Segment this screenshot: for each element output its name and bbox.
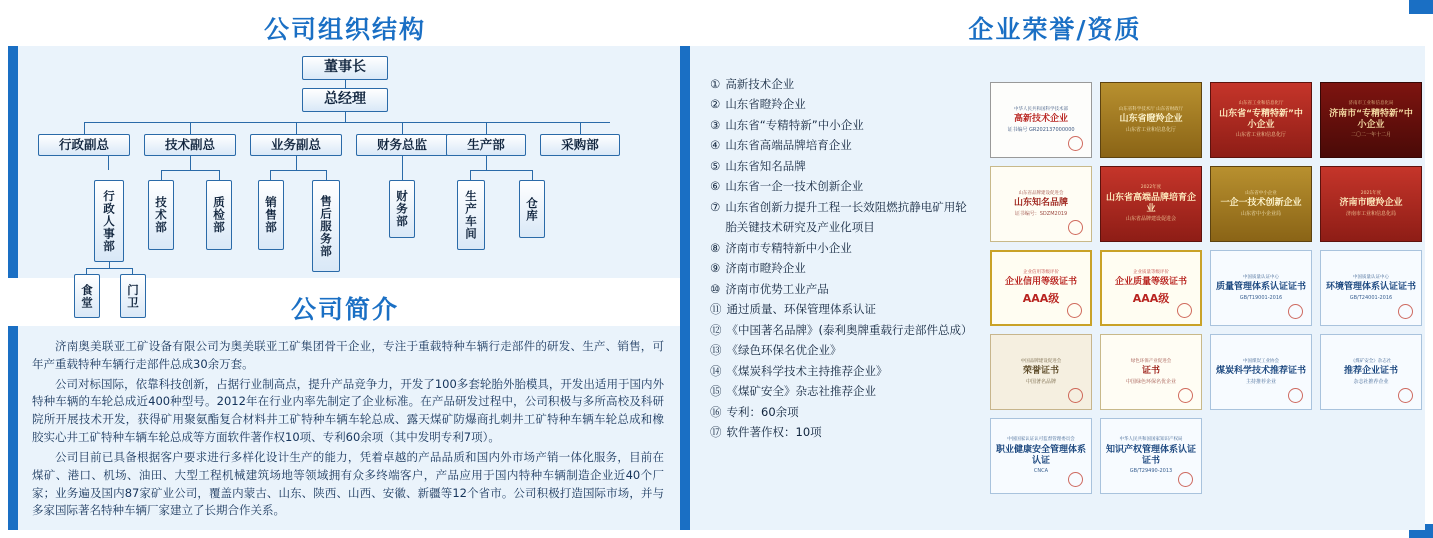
certificate-title: 高新技术企业 <box>1013 114 1068 125</box>
org-node-warehouse: 仓库 <box>519 180 545 238</box>
certificate-content <box>1325 171 1417 237</box>
certificate-grade: AAA级 <box>1022 292 1060 306</box>
certificate-subtitle: 主持推荐企业 <box>1245 379 1276 386</box>
honor-item <box>710 340 975 360</box>
certificate-title: 山东省“专精特新”中小企业 <box>1219 108 1303 130</box>
connector <box>486 122 487 134</box>
certificate-thumbnail <box>1320 334 1422 410</box>
org-node-workshop: 生产车间 <box>457 180 485 250</box>
honor-item <box>710 402 975 422</box>
org-node-chairman: 董事长 <box>302 56 388 80</box>
honor-item-number: ⑯ <box>710 404 722 419</box>
certificate-title: 企业信用等级证书 <box>1004 277 1077 288</box>
certificate-thumbnail <box>1100 418 1202 494</box>
certificate-title: 质量管理体系认证证书 <box>1215 282 1306 293</box>
honor-item-label: 软件著作权：10项 <box>726 424 822 439</box>
certificate-thumbnail <box>1100 82 1202 158</box>
connector <box>108 156 109 170</box>
org-node-canteen: 食堂 <box>74 274 100 318</box>
honor-item-number: ⑬ <box>710 343 722 358</box>
honor-item-number: ④ <box>710 138 721 153</box>
official-seal-icon <box>1067 303 1082 318</box>
certificate-thumbnail <box>990 82 1092 158</box>
certificate-title: 知识产权管理体系认证证书 <box>1105 444 1196 466</box>
certificate-subtitle: 中国著名品牌 <box>1025 379 1056 386</box>
honor-item <box>710 258 975 278</box>
honor-item-label: 通过质量、环保管理体系认证 <box>726 302 876 317</box>
certificate-issuer: 中国国家认证认可监督管理委员会 <box>1007 437 1075 443</box>
intro-paragraph-2: 公司对标国际，依靠科技创新，占据行业制高点，提升产品竞争力，开发了100多套轮胎外胎模具，开发出适用于国内外特种车辆的车轮总成近400种型号。2012年在行业内率先制定了企业标准。在产品研发过程中，公司积极与多所高校及科研院所开展技术开发，获得矿用聚氨酯复合材料井工矿特种车辆车轮总成、露天煤矿防爆商扎刺井工矿特种车辆车轮总成和橡胶实心井工矿特种车辆车轮总成等方面软件著作权10项、专利60余项（其中发明专利7项）。 <box>32 376 664 445</box>
connector <box>219 170 220 180</box>
official-seal-icon <box>1178 388 1193 403</box>
honor-item-label: 《煤炭科学技术主持推荐企业》 <box>726 363 888 378</box>
honor-item <box>710 299 975 319</box>
honor-item <box>710 94 975 114</box>
certificate-issuer: 中华人民共和国国家知识产权局 <box>1119 437 1183 443</box>
honor-item <box>710 422 975 442</box>
honor-item <box>710 320 975 340</box>
certificate-issuer: 中华人民共和国科学技术部 <box>1014 106 1068 112</box>
honor-item-number: ⑮ <box>710 384 722 399</box>
honors-panel <box>680 46 1425 530</box>
connector <box>486 156 487 170</box>
connector <box>296 122 297 134</box>
certificate-content <box>1105 171 1197 237</box>
certificate-title: 济南市瞪羚企业 <box>1339 198 1403 209</box>
certificate-subtitle: 山东省工业和信息化厅 <box>1125 127 1176 134</box>
certificate-title: 环境管理体系认证证书 <box>1325 282 1416 293</box>
honor-item-label: 《绿色环保名优企业》 <box>726 343 842 358</box>
official-seal-icon <box>1068 472 1083 487</box>
org-node-general-manager: 总经理 <box>302 88 388 112</box>
certificate-issuer: 山东省科学技术厅 山东省财政厅 <box>1118 106 1184 112</box>
connector <box>84 122 85 134</box>
certificate-issuer: 中国质量认证中心 <box>1353 274 1389 280</box>
honor-item <box>710 115 975 135</box>
certificate-thumbnail <box>1320 82 1422 158</box>
certificate-content <box>1215 171 1307 237</box>
certificate-thumbnail <box>1210 334 1312 410</box>
certificate-content <box>1105 87 1197 153</box>
org-node-dept-0: 行政副总 <box>38 134 130 156</box>
honor-item-label: 山东省瞪羚企业 <box>725 97 806 112</box>
honor-item-number: ⑧ <box>710 240 721 255</box>
connector <box>326 170 327 180</box>
connector <box>190 156 191 170</box>
org-node-sales: 销售部 <box>258 180 284 250</box>
section-title-intro: 公司简介 <box>290 295 399 324</box>
honor-item-number: ⑰ <box>710 424 722 439</box>
certificate-issuer: 中国品牌建设促进会 <box>1020 358 1062 364</box>
certificate-issuer: 济南市工业和信息化局 <box>1348 101 1394 107</box>
official-seal-icon <box>1178 472 1193 487</box>
connector <box>580 122 581 134</box>
honor-item-number: ⑦ <box>710 199 721 214</box>
certificate-subtitle: 杂志社推荐企业 <box>1353 379 1389 386</box>
connector <box>532 170 533 180</box>
honor-item <box>710 279 975 299</box>
certificate-issuer: 《煤矿安全》杂志社 <box>1350 358 1392 364</box>
org-node-qc: 质检部 <box>206 180 232 250</box>
connector <box>161 170 162 180</box>
org-node-admin-hr: 行政人事部 <box>94 180 124 262</box>
section-title-org: 公司组织结构 <box>263 15 426 44</box>
certificate-issuer: 山东省中小企业 <box>1245 190 1277 196</box>
official-seal-icon <box>1398 304 1413 319</box>
honor-item-number: ⑪ <box>710 302 722 317</box>
honor-item-number: ⑤ <box>710 158 721 173</box>
official-seal-icon <box>1068 220 1083 235</box>
certificate-title: 山东知名品牌 <box>1013 198 1068 209</box>
certificate-content <box>1325 87 1417 153</box>
org-node-after-sales: 售后服务部 <box>312 180 340 272</box>
certificate-thumbnail <box>990 334 1092 410</box>
connector <box>270 170 271 180</box>
honor-item-label: 山东省知名品牌 <box>725 158 806 173</box>
certificate-title: 煤炭科学技术推荐证书 <box>1215 366 1306 377</box>
org-chart <box>18 46 690 309</box>
honor-item-label: 《煤矿安全》杂志社推荐企业 <box>726 384 876 399</box>
certificate-subtitle: 证书编号 GR202137000000 <box>1007 127 1075 134</box>
certificate-issuer: 绿色环保产业促进会 <box>1130 358 1172 364</box>
certificate-subtitle: CNCA <box>1033 468 1049 475</box>
connector <box>86 268 132 269</box>
certificate-thumbnail <box>1210 166 1312 242</box>
certificate-title: 荣誉证书 <box>1022 366 1059 377</box>
honor-item <box>710 135 975 155</box>
certificate-issuer: 山东省工业和信息化厅 <box>1238 101 1284 107</box>
certificate-issuer: 中国质量认证中心 <box>1243 274 1279 280</box>
honor-item <box>710 156 975 176</box>
certificate-subtitle: 山东省中小企业局 <box>1240 211 1281 218</box>
certificate-subtitle: 济南市工业和信息化局 <box>1345 211 1396 218</box>
certificate-thumbnail <box>1100 250 1202 326</box>
company-intro-panel <box>8 326 680 530</box>
intro-paragraph-1: 济南奥美联亚工矿设备有限公司为奥美联亚工矿集团骨干企业，专注于重载特种车辆行走部件的研发、生产、销售，可年产重载特种车辆行走部件总成30余万套。 <box>32 339 664 371</box>
honor-item <box>710 176 975 196</box>
certificate-subtitle: 中国绿色环保名优企业 <box>1125 379 1176 386</box>
org-node-dept-3: 财务总监 <box>356 134 448 156</box>
certificate-title: 山东省高端品牌培育企业 <box>1105 192 1196 214</box>
official-seal-icon <box>1288 304 1303 319</box>
certificate-thumbnail <box>1320 166 1422 242</box>
certificate-issuer: 2022年度 <box>1140 185 1162 191</box>
honor-item-label: 山东省高端品牌培育企业 <box>725 138 852 153</box>
certificate-subtitle: GB/T24001-2016 <box>1349 295 1393 302</box>
honor-item <box>710 197 975 238</box>
certificate-content <box>1215 87 1307 153</box>
certificate-title: 山东省瞪羚企业 <box>1119 114 1183 125</box>
honor-item-number: ① <box>710 77 721 91</box>
connector <box>470 170 471 180</box>
honor-item <box>710 74 975 94</box>
honor-item-number: ② <box>710 97 721 112</box>
honor-item-number: ③ <box>710 117 721 132</box>
honor-item-number: ⑨ <box>710 261 721 276</box>
certificate-title: 企业质量等级证书 <box>1114 277 1187 288</box>
honor-item-number: ⑫ <box>710 322 722 337</box>
honor-item <box>710 361 975 381</box>
certificate-subtitle: 二〇二一年十二月 <box>1350 132 1391 139</box>
certificate-grade: AAA级 <box>1132 292 1170 306</box>
certificate-thumbnail <box>1100 166 1202 242</box>
certificate-subtitle: GB/T29490-2013 <box>1129 468 1173 475</box>
honor-item <box>710 238 975 258</box>
certificate-title: 济南市“专精特新”中小企业 <box>1329 108 1413 130</box>
certificate-thumbnail <box>990 418 1092 494</box>
honor-item-label: 《中国著名品牌》(泰利奥牌重载行走部件总成） <box>726 322 973 337</box>
official-seal-icon <box>1177 303 1192 318</box>
honor-item-label: 山东省一企一技术创新企业 <box>725 179 864 194</box>
org-chart-panel <box>8 46 680 309</box>
official-seal-icon <box>1398 388 1413 403</box>
section-title-honor: 企业荣誉/资质 <box>968 15 1142 44</box>
certificate-thumbnail <box>990 166 1092 242</box>
honor-item-label: 济南市瞪羚企业 <box>725 261 806 276</box>
intro-paragraph-3: 公司目前已具备根据客户要求进行多样化设计生产的能力，凭着卓越的产品品质和国内外市场产销一体化服务，目前在煤矿、港口、机场、油田、大型工程机械建筑场地等领域拥有众多终端客户，产品应用于国内特种车辆制造企业近40个厂家；业务遍及国内87家矿业公司，覆盖内蒙古、山东、陕西、山西、安徽、新疆等12个省市。公司积极打造国际市场，并与多家国际著名特种车辆厂家建立了长期合作关系。 <box>32 449 664 518</box>
honor-item-label: 高新技术企业 <box>725 77 795 91</box>
certificate-thumbnail <box>1100 334 1202 410</box>
certificate-issuer: 企业信用等级评价 <box>1023 269 1059 275</box>
certificate-title: 证书 <box>1141 366 1160 377</box>
org-node-tech: 技术部 <box>148 180 174 250</box>
connector <box>345 112 346 122</box>
certificate-thumbnail <box>1320 250 1422 326</box>
connector-bus <box>84 122 610 123</box>
certificate-issuer: 企业质量等级评价 <box>1133 269 1169 275</box>
connector <box>345 80 346 88</box>
certificate-issuer: 2021年度 <box>1360 190 1382 196</box>
certificate-title: 推荐企业证书 <box>1343 366 1398 377</box>
honor-item-label: 山东省创新力提升工程一长效阻燃抗静电矿用轮胎关键技术研究及产业化项目 <box>725 199 967 235</box>
certificate-thumbnail <box>1210 250 1312 326</box>
connector <box>190 122 191 134</box>
honor-item-number: ⑥ <box>710 179 721 194</box>
connector <box>402 156 403 180</box>
org-node-dept-2: 业务副总 <box>250 134 342 156</box>
org-node-dept-4: 生产部 <box>446 134 526 156</box>
certificate-thumbnail <box>1210 82 1312 158</box>
certificate-issuer: 中国煤炭工业协会 <box>1243 358 1279 364</box>
honor-item <box>710 381 975 401</box>
honor-item-label: 济南市优势工业产品 <box>725 281 829 296</box>
honor-item-number: ⑭ <box>710 363 722 378</box>
certificate-subtitle: 山东省品牌建设促进会 <box>1125 216 1176 223</box>
connector <box>470 170 532 171</box>
official-seal-icon <box>1288 388 1303 403</box>
honor-item-label: 济南市专精特新中小企业 <box>725 240 852 255</box>
honor-list <box>710 74 975 442</box>
org-node-dept-1: 技术副总 <box>144 134 236 156</box>
certificate-thumbnail <box>990 250 1092 326</box>
certificate-subtitle: GB/T19001-2016 <box>1239 295 1283 302</box>
certificate-issuer: 山东省品牌建设促进会 <box>1018 190 1064 196</box>
official-seal-icon <box>1068 136 1083 151</box>
honor-item-label: 专利：60余项 <box>726 404 799 419</box>
honor-item-label: 山东省“专精特新”中小企业 <box>725 117 864 132</box>
connector <box>402 122 403 134</box>
connector <box>296 156 297 170</box>
certificate-subtitle: 证书编号：SDZM2019 <box>1014 211 1068 218</box>
official-seal-icon <box>1068 388 1083 403</box>
certificate-grid <box>990 82 1422 494</box>
certificate-title: 一企一技术创新企业 <box>1220 198 1302 209</box>
certificate-title: 职业健康安全管理体系认证 <box>995 444 1086 466</box>
connector <box>270 170 326 171</box>
certificate-subtitle: 山东省工业和信息化厅 <box>1235 132 1286 139</box>
org-node-guard: 门卫 <box>120 274 146 318</box>
org-node-finance: 财务部 <box>389 180 415 238</box>
org-node-dept-5: 采购部 <box>540 134 620 156</box>
connector <box>161 170 219 171</box>
honor-item-number: ⑩ <box>710 281 721 296</box>
